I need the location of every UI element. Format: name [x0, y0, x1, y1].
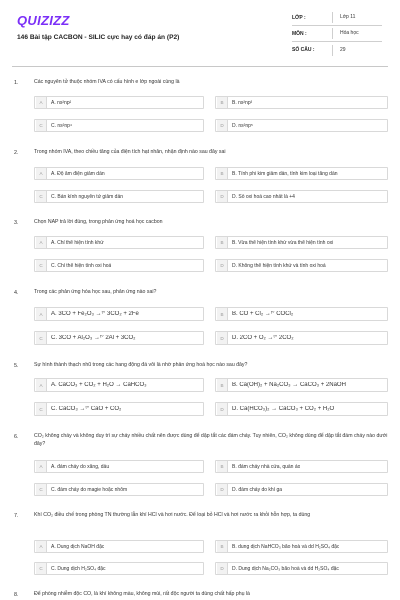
option-text: A. đám cháy do xăng, dầu: [51, 463, 110, 470]
option-letter: C: [36, 332, 47, 344]
option-b[interactable]: [215, 167, 388, 180]
option-text: A. 3CO + Fe₂O₃ →ᵗ° 3CO₂ + 2Fe: [51, 311, 139, 317]
option-letter: C: [36, 403, 47, 415]
option-letter: B: [217, 308, 228, 320]
option-letter: A: [36, 308, 47, 320]
option-text: D. Ca(HCO₃)₂ → CaCO₃ + CO₂ + H₂O: [232, 406, 335, 412]
option-text: A. Chỉ thể hiện tính khử: [51, 239, 104, 246]
meta-row-subject: [292, 26, 382, 42]
option-text: C. đám cháy do magie hoặc nhôm: [51, 486, 128, 493]
option-a[interactable]: [34, 540, 204, 553]
option-letter: A: [36, 461, 47, 472]
option-d[interactable]: [215, 331, 388, 345]
option-text: B. Ca(OH)₂ + Na₂CO₃ → CaCO₃ + 2NaOH: [232, 382, 346, 388]
option-b[interactable]: [215, 96, 388, 109]
option-d[interactable]: [215, 190, 388, 203]
option-b[interactable]: [215, 307, 388, 321]
option-text: C. Chỉ thể hiện tính oxi hoá: [51, 262, 112, 269]
option-letter: A: [36, 379, 47, 391]
option-letter: B: [217, 541, 228, 552]
option-b[interactable]: [215, 540, 388, 553]
page-title: 146 Bài tập CACBON - SILIC cực hay có đáp án (P2): [17, 34, 180, 41]
option-letter: D: [217, 260, 228, 271]
option-text: D. Dung dịch Na₂CO₃ bão hoà và dd H₂SO₄ đặc: [232, 565, 339, 572]
option-b[interactable]: [215, 460, 388, 473]
option-text: C. 3CO + Al₂O₃ →ᵗ° 2Al + 3CO₂: [51, 335, 136, 341]
meta-label: MÔN :: [292, 30, 307, 37]
option-text: C. Dung dịch H₂SO₄ đặc: [51, 565, 106, 572]
option-a[interactable]: [34, 378, 204, 392]
meta-label: LỚP :: [292, 14, 306, 21]
option-letter: D: [217, 191, 228, 202]
option-text: B. dung dịch NaHCO₃ bão hoà và dd H₂SO₄ đặc: [232, 543, 340, 550]
option-text: C. CaCO₃ →ᵗ° CaO + CO₂: [51, 406, 122, 412]
worksheet-meta-table: [292, 10, 382, 58]
option-a[interactable]: [34, 96, 204, 109]
option-b[interactable]: [215, 236, 388, 249]
option-letter: B: [217, 461, 228, 472]
question-number: 1.: [14, 80, 19, 86]
option-letter: D: [217, 332, 228, 344]
option-c[interactable]: [34, 331, 204, 345]
question-text: Chọn NAP trả lời đúng, trong phản ứng hoá học cacbon: [34, 219, 163, 225]
option-letter: A: [36, 237, 47, 248]
option-text: C. Bán kính nguyên tử giảm dần: [51, 193, 124, 200]
option-text: A. CaCO₃ + CO₂ + H₂O → CaHCO₃: [51, 382, 147, 388]
option-letter: A: [36, 97, 47, 108]
option-letter: C: [36, 191, 47, 202]
option-d[interactable]: [215, 402, 388, 416]
option-text: D. đám cháy do khí ga: [232, 486, 283, 493]
header-divider: [12, 66, 388, 67]
option-d[interactable]: [215, 562, 388, 575]
option-a[interactable]: [34, 307, 204, 321]
meta-value: Hóa học: [332, 28, 382, 39]
option-letter: C: [36, 260, 47, 271]
option-b[interactable]: [215, 378, 388, 392]
question-text: Khí CO₂ điều chế trong phòng TN thường lẫn khí HCl và hơi nước. Để loại bỏ HCl và hơi nước ra khỏi hỗn hợp, ta dùng: [34, 512, 311, 518]
option-letter: A: [36, 541, 47, 552]
meta-row-question-count: [292, 42, 382, 58]
option-letter: B: [217, 237, 228, 248]
option-letter: D: [217, 403, 228, 415]
option-text: D. Không thể hiện tính khử và tính oxi hoá: [232, 262, 326, 269]
option-c[interactable]: [34, 483, 204, 496]
option-a[interactable]: [34, 167, 204, 180]
question-text: Trong nhóm IVA, theo chiều tăng của điện tích hạt nhân, nhận định nào sau đây sai: [34, 149, 226, 155]
option-c[interactable]: [34, 190, 204, 203]
option-text: B. Vừa thể hiện tính khử vừa thể hiện tính oxi: [232, 239, 334, 246]
option-text: B. đám cháy nhà cửa, quần áo: [232, 463, 301, 470]
option-a[interactable]: [34, 460, 204, 473]
option-text: A. Dung dịch NaOH đặc: [51, 543, 105, 550]
option-letter: C: [36, 563, 47, 574]
option-text: D. ns²np⁵: [232, 122, 253, 129]
option-c[interactable]: [34, 259, 204, 272]
option-letter: C: [36, 120, 47, 131]
option-text: D. 2CO + O₂ →ᵗ° 2CO₂: [232, 335, 294, 341]
meta-row-class: [292, 10, 382, 26]
quizizz-logo: QUIZIZZ: [17, 13, 70, 28]
option-d[interactable]: [215, 483, 388, 496]
option-text: A. ns²np²: [51, 99, 72, 106]
option-d[interactable]: [215, 259, 388, 272]
option-text: B. CO + Cl₂ →ᵗ° COCl₂: [232, 311, 294, 317]
option-letter: A: [36, 168, 47, 179]
option-letter: C: [36, 484, 47, 495]
question-number: 5.: [14, 363, 19, 369]
question-number: 2.: [14, 150, 19, 156]
option-letter: B: [217, 97, 228, 108]
question-number: 6.: [14, 434, 19, 440]
option-text: A. Độ âm điện giảm dần: [51, 170, 105, 177]
question-number: 7.: [14, 513, 19, 519]
question-text: Để phòng nhiễm độc CO, là khí không màu, không mùi, rất độc người ta dùng chất hấp phụ là: [34, 591, 250, 597]
option-letter: D: [217, 120, 228, 131]
option-text: C. ns²np⁴: [51, 122, 73, 129]
question-text: Sự hình thành thạch nhũ trong các hang động đá vôi là nhờ phản ứng hoá học nào sau đây?: [34, 362, 248, 368]
question-text: Các nguyên tử thuộc nhóm IVA có cấu hình e lớp ngoài cùng là: [34, 79, 180, 85]
option-text: B. Tính phi kim giảm dần, tính kim loại tăng dần: [232, 170, 338, 177]
option-c[interactable]: [34, 119, 204, 132]
meta-value: Lớp 11: [332, 12, 382, 23]
question-number: 4.: [14, 290, 19, 296]
option-letter: B: [217, 168, 228, 179]
option-text: D. Số oxi hoá cao nhất là +4: [232, 193, 295, 200]
question-text: CO₂ không cháy và không duy trì sự cháy nhiều chất nên được dùng để dập tắt các đám cháy. Tuy nhiên, CO₂ không dùng để dập tắt đám cháy nào dưới đây?: [34, 433, 388, 447]
question-number: 3.: [14, 220, 19, 226]
meta-value: 29: [332, 45, 382, 56]
option-letter: D: [217, 563, 228, 574]
option-c[interactable]: [34, 402, 204, 416]
question-text: Trong các phản ứng hóa học sau, phản ứng nào sai?: [34, 289, 157, 295]
option-c[interactable]: [34, 562, 204, 575]
meta-label: SỐ CÂU :: [292, 47, 315, 53]
option-letter: B: [217, 379, 228, 391]
option-a[interactable]: [34, 236, 204, 249]
question-number: 8.: [14, 592, 19, 598]
option-text: B. ns²np³: [232, 99, 253, 106]
option-letter: D: [217, 484, 228, 495]
option-d[interactable]: [215, 119, 388, 132]
